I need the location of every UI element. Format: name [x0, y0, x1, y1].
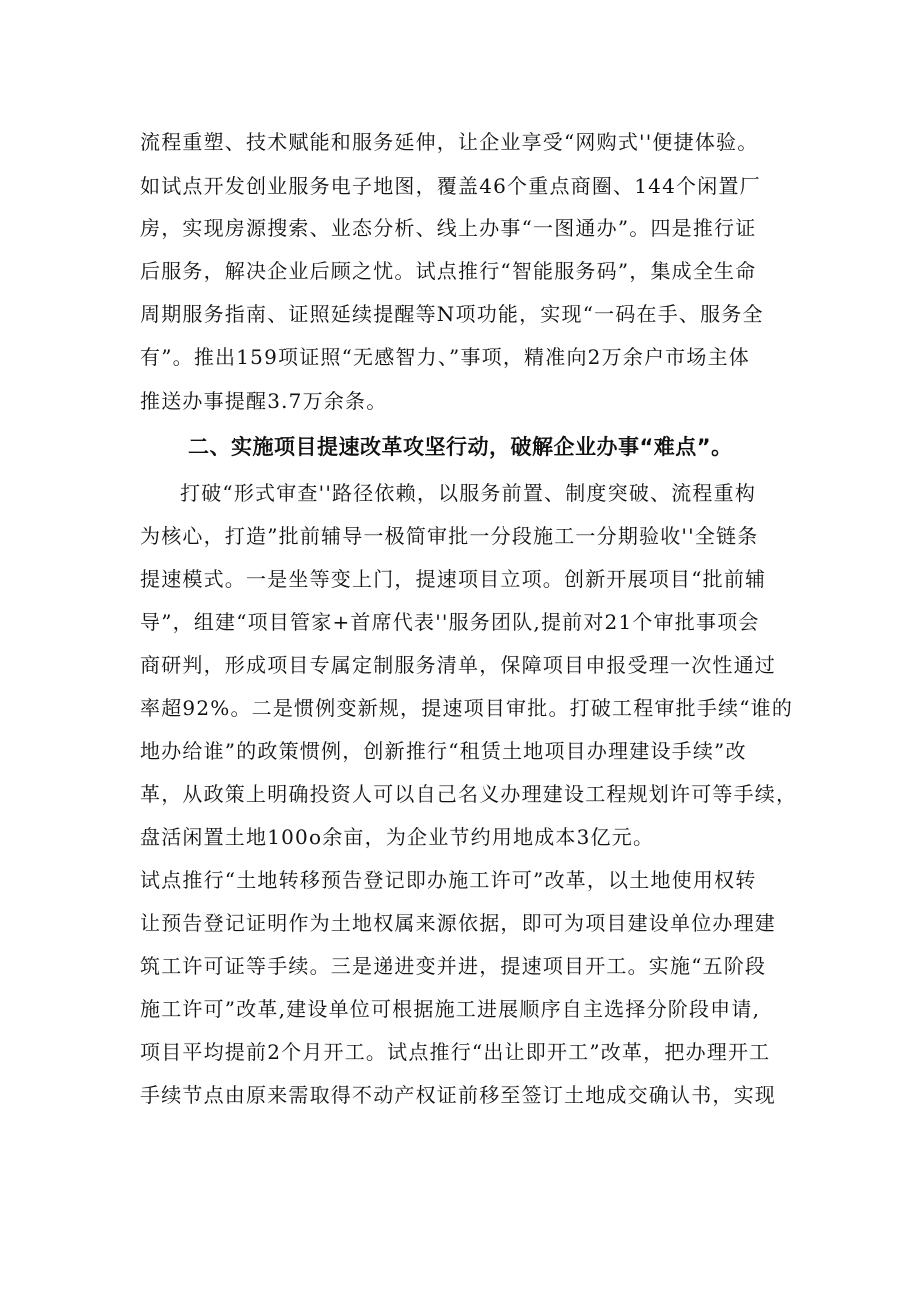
paragraph-1-line-2: 如试点开发创业服务电子地图，覆盖46个重点商圈、144个闲置厂 — [140, 174, 761, 198]
paragraph-2-line-3: 提速模式。一是坐等变上门，提速项目立项。创新开展项目“批前辅 — [140, 567, 767, 591]
paragraph-2-line-7: 地办给谁”的政策惯例，创新推行“租赁土地项目办理建设手续”改 — [140, 739, 747, 763]
paragraph-1-line-7: 推送办事提醒3.7万余条。 — [140, 389, 388, 413]
paragraph-1-line-6: 有”。推出159项证照“无感智力、”事项，精准向2万余户市场主体 — [140, 345, 750, 369]
paragraph-2-line-9: 盘活闲置土地100o余亩，为企业节约用地成本3亿元。 — [140, 825, 655, 849]
section-heading: 二、实施项目提速改革攻坚行动，破解企业办事“难点”。 — [188, 435, 733, 459]
paragraph-1-line-4: 后服务，解决企业后顾之忧。试点推行“智能服务码”，集成全生命 — [140, 259, 757, 283]
paragraph-3-line-2: 让预告登记证明作为土地权属来源依据，即可为项目建设单位办理建 — [140, 911, 776, 935]
paragraph-3-line-5: 项目平均提前2个月开工。试点推行“出让即开工”改革，把办理开工 — [140, 1040, 771, 1064]
paragraph-2-line-1: 打破“形式审查''路径依赖，以服务前置、制度突破、流程重构 — [180, 481, 757, 505]
paragraph-2-line-6: 率超92%。二是惯例变新规，提速项目审批。打破工程审批手续“谁的 — [140, 696, 794, 720]
paragraph-3-line-3: 筑工许可证等手续。三是递进变并进，提速项目开工。实施“五阶段 — [140, 954, 767, 978]
paragraph-2-line-4: 导”，组建“项目管家+首席代表''服务团队,提前对21个审批事项会 — [140, 610, 760, 634]
paragraph-2-line-5: 商研判，形成项目专属定制服务清单，保障项目申报受理一次性通过 — [140, 653, 776, 677]
paragraph-2-line-8: 革，从政策上明确投资人可以自己名义办理建设工程规划许可等手续， — [140, 782, 798, 806]
paragraph-1-line-1: 流程重塑、技术赋能和服务延伸，让企业享受“网购式''便捷体验。 — [140, 130, 759, 154]
paragraph-1-line-3: 房，实现房源搜索、业态分析、线上办事“一图通办”。四是推行证 — [140, 216, 757, 240]
paragraph-3-line-6: 手续节点由原来需取得不动产权证前移至签订土地成交确认书，实现 — [140, 1083, 776, 1107]
paragraph-2-line-2: 为核心，打造”批前辅导一极简审批一分段施工一分期验收''全链条 — [140, 524, 759, 548]
paragraph-3-line-1: 试点推行“土地转移预告登记即办施工许可”改革，以土地使用权转 — [140, 868, 757, 892]
paragraph-3-line-4: 施工许可”改革,建设单位可根据施工进展顺序自主选择分阶段申请, — [140, 997, 761, 1021]
paragraph-1-line-5: 周期服务指南、证照延续提醒等N项功能，实现“一码在手、服务全 — [140, 302, 764, 326]
